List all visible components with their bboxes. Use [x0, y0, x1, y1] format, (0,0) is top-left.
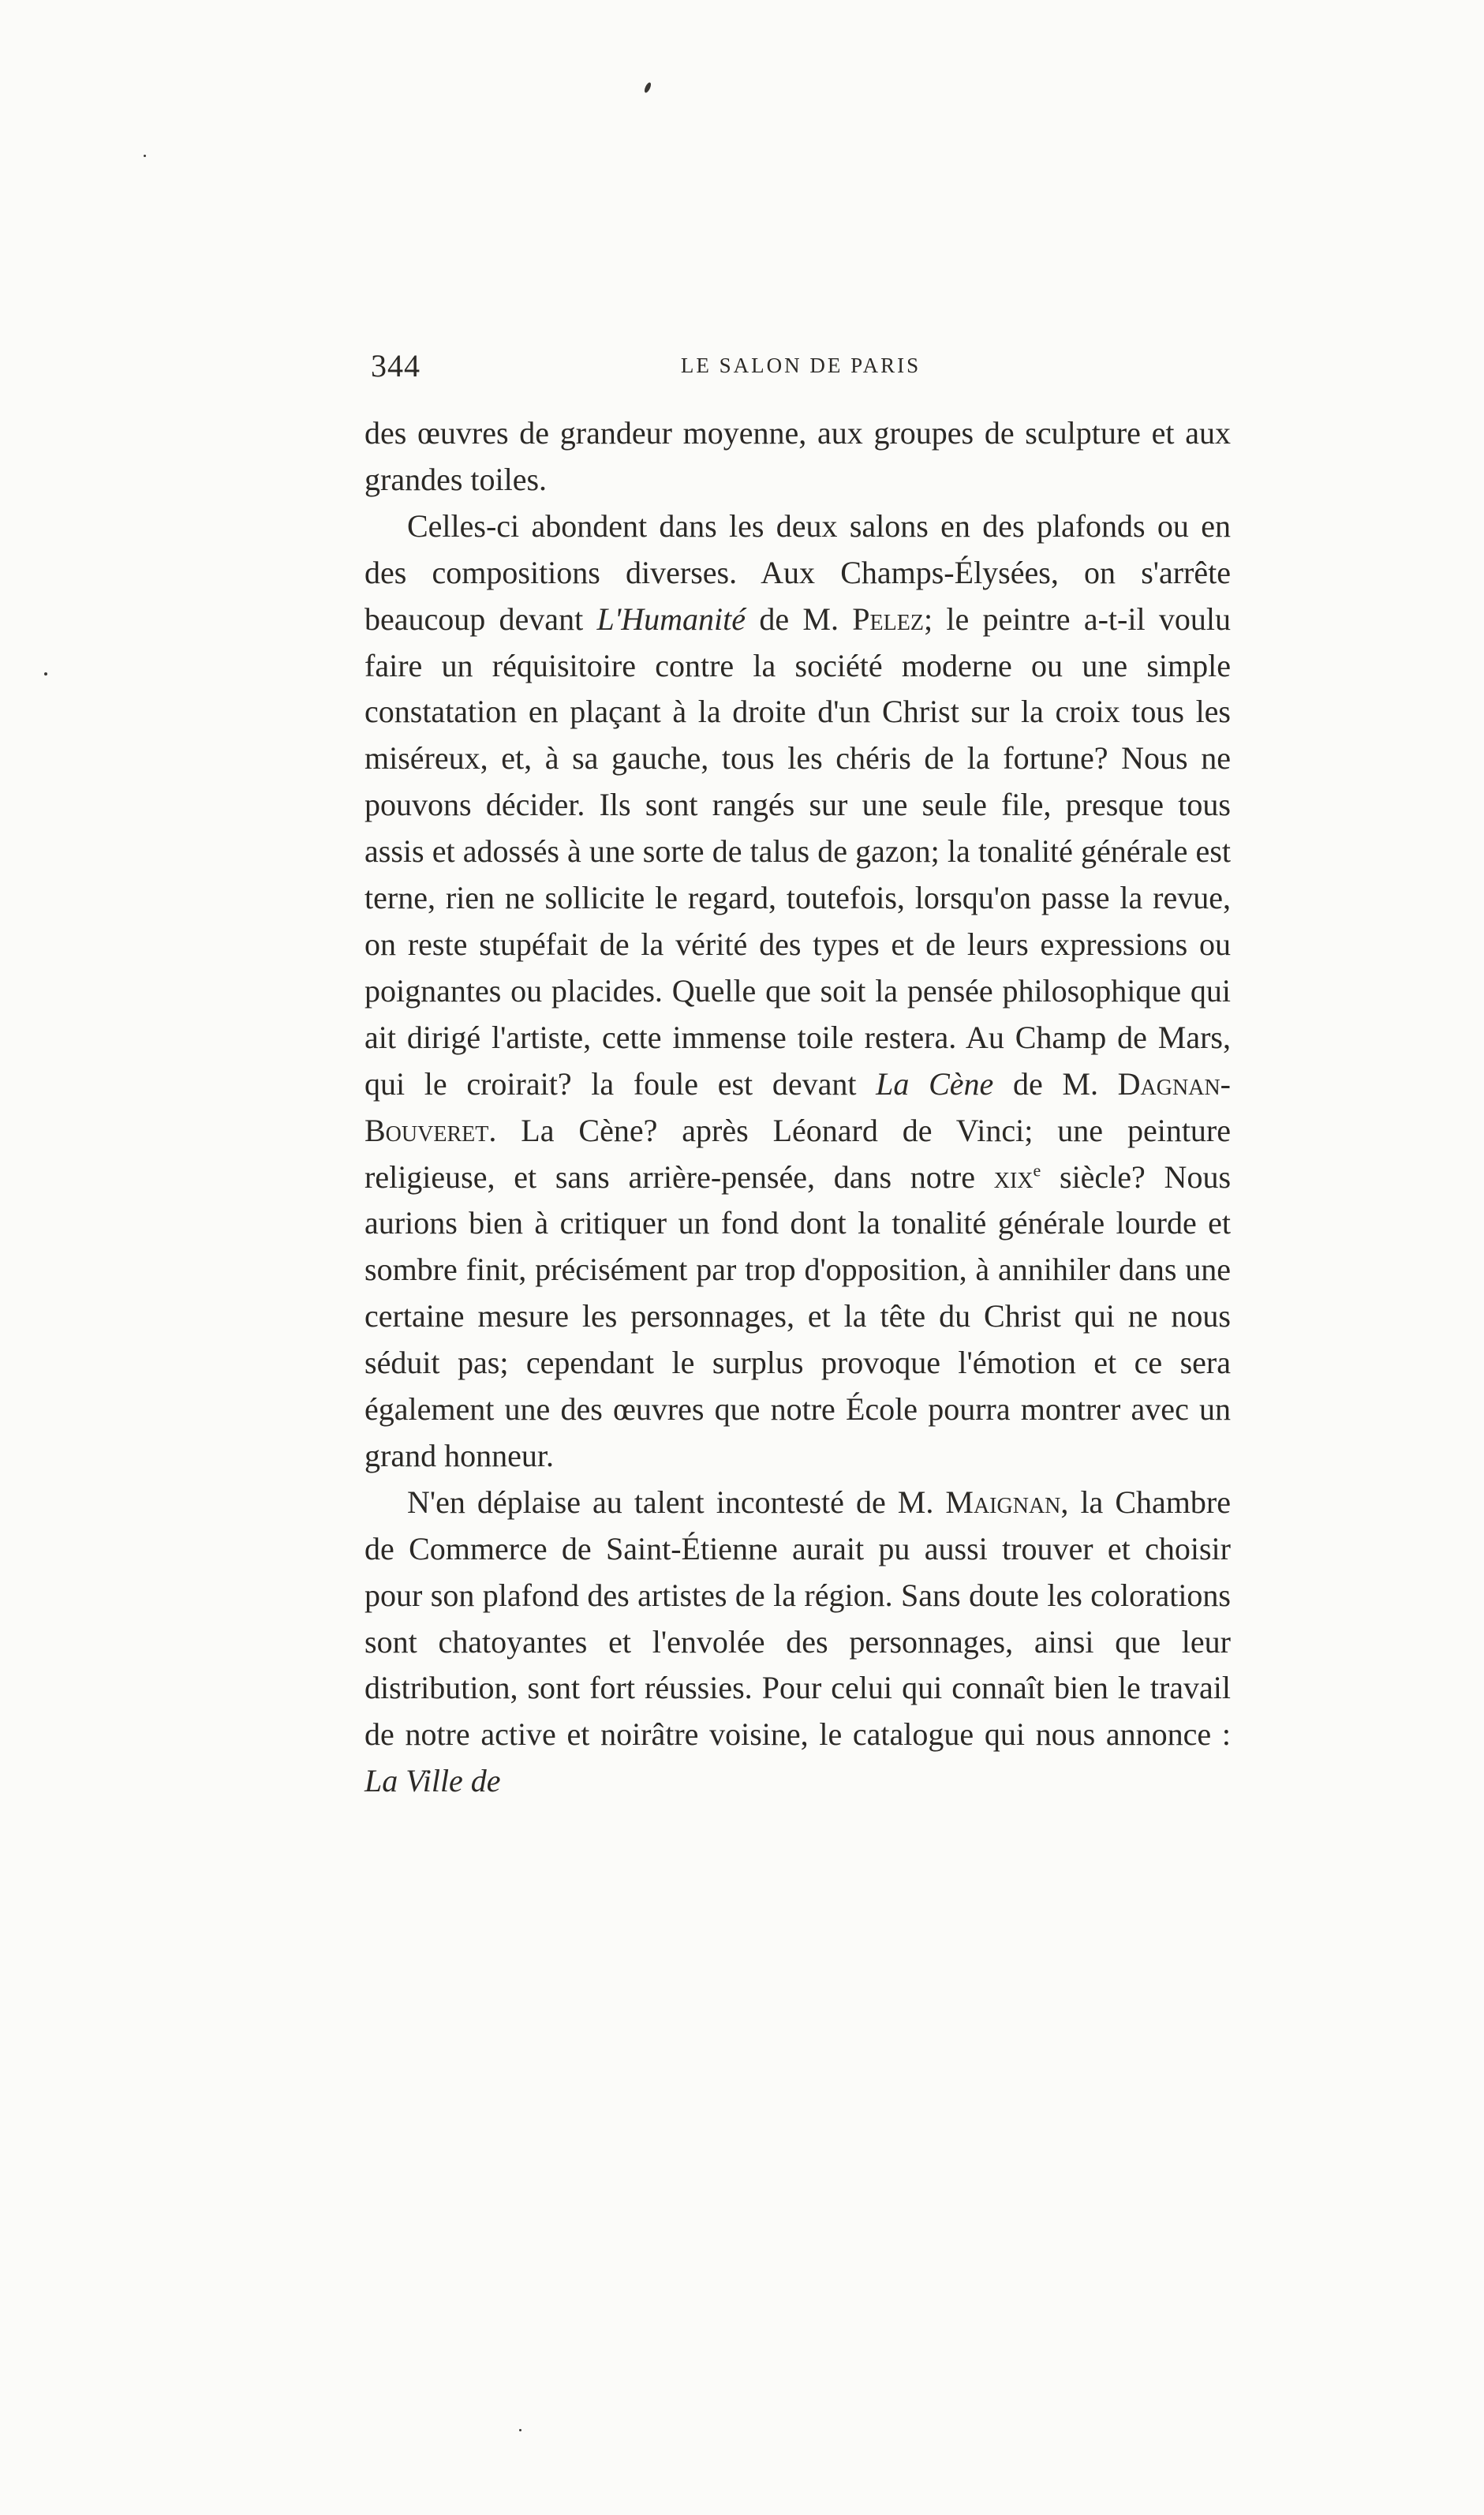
artwork-title: L'Humanité	[596, 601, 746, 637]
ink-speck	[144, 155, 146, 157]
paragraph: des œuvres de grandeur moyenne, aux groupes de sculpture et aux grandes toiles.	[364, 415, 1231, 497]
ink-speck	[519, 2429, 521, 2431]
page-header	[371, 347, 1231, 395]
artwork-title: La Cène	[876, 1065, 994, 1102]
artist-name: Dagnan-Bouveret	[364, 1065, 1231, 1148]
paragraph: Celles-ci abondent dans les deux salons en des plafonds ou en des compositions diverses. Aux Champs-Élysées, on s'arrête beaucoup devant L'Humanité de M. Pelez; le peintre a-t-il voulu faire un réquisitoire contre la société moderne ou une simple constatation en plaçant à la droite d'un Christ sur la croix tous les miséreux, et, à sa gauche, tous les chéris de la fortune? Nous ne pouvons décider. Ils sont rangés sur une seule file, presque tous assis et adossés à une sorte de talus de gazon; la tonalité générale est terne, rien ne sollicite le regard, toutefois, lorsqu'on passe la revue, on reste stupéfait de la vérité des types et de leurs expressions ou poignantes ou placides. Quelle que soit la pensée philosophique qui ait dirigé l'artiste, cette immense toile restera. Au Champ de Mars, qui le croirait? la foule est devant La Cène de M. Dagnan-Bouveret. La Cène? après Léonard de Vinci; une peinture religieuse, et sans arrière-pensée, dans notre xix$^e$ siècle? Nous aurions bien à critiquer un fond dont la tonalité générale lourde et sombre finit, précisément par trop d'opposition, à annihiler dans une certaine mesure les personnages, et la tête du Christ qui ne nous séduit pas; cependant le surplus provoque l'émotion et ce sera également une des œuvres que notre École pourra montrer avec un grand honneur.	[364, 507, 1232, 1473]
running-title: LE SALON DE PARIS	[680, 354, 921, 377]
paragraph: N'en déplaise au talent incontesté de M. Maignan, la Chambre de Commerce de Saint-Étienne aurait pu aussi trouver et choisir pour son plafond des artistes de la région. Sans doute les colorations sont chatoyantes et l'envolée des personnages, ainsi que leur distribution, sont fort réussies. Pour celui qui connaît bien le travail de notre active et noirâtre voisine, le catalogue qui nous annonce : La Ville de	[364, 1484, 1231, 1799]
body-text	[364, 410, 1231, 1805]
page-number: 344	[371, 348, 421, 384]
artist-name: Pelez	[852, 601, 924, 637]
ink-speck	[44, 672, 47, 676]
ink-speck	[643, 81, 652, 93]
artwork-title: La Ville de	[364, 1763, 501, 1799]
century-numeral: xix	[993, 1158, 1034, 1195]
artist-name: Maignan	[945, 1484, 1061, 1520]
